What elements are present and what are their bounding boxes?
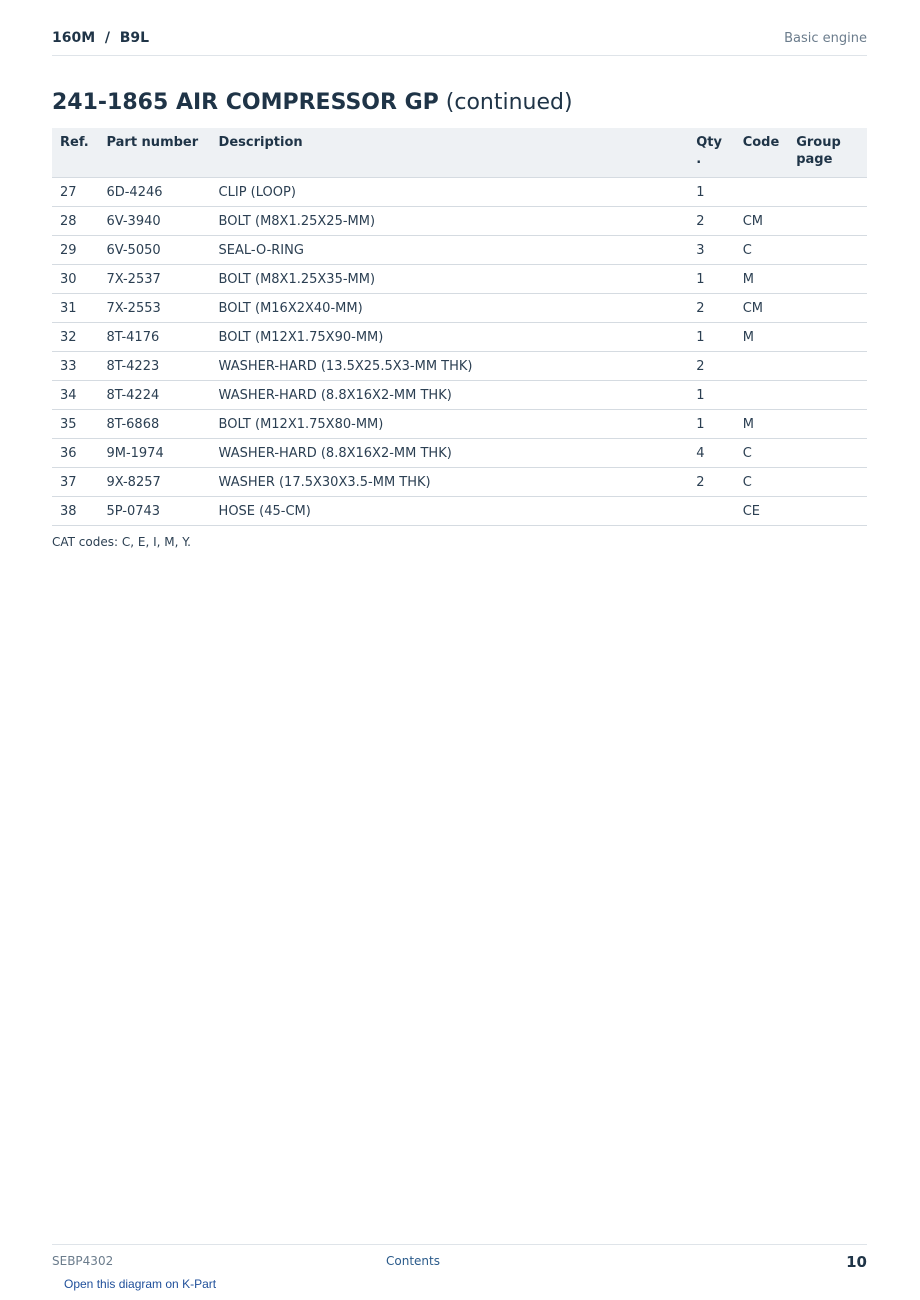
cell-group-page xyxy=(788,236,867,265)
title-suffix: (continued) xyxy=(438,90,573,115)
cell-description: HOSE (45-CM) xyxy=(211,497,689,526)
table-row xyxy=(52,323,867,352)
table-row xyxy=(52,497,867,526)
cell-description: SEAL-O-RING xyxy=(211,236,689,265)
cell-ref: 38 xyxy=(52,497,98,526)
cell-group-page xyxy=(788,178,867,207)
cell-qty: 1 xyxy=(688,323,734,352)
document-id: SEBP4302 xyxy=(52,1254,114,1268)
cell-ref: 37 xyxy=(52,468,98,497)
cell-part-number: 8T-4224 xyxy=(98,381,210,410)
cell-group-page xyxy=(788,410,867,439)
cell-ref: 27 xyxy=(52,178,98,207)
cell-code: M xyxy=(735,323,789,352)
col-header-ref: Ref. xyxy=(52,128,98,178)
cell-ref: 33 xyxy=(52,352,98,381)
part-group-title: 241-1865 AIR COMPRESSOR GP xyxy=(52,90,439,115)
cell-ref: 29 xyxy=(52,236,98,265)
cell-group-page xyxy=(788,497,867,526)
cell-qty: 3 xyxy=(688,236,734,265)
table-row xyxy=(52,352,867,381)
cell-ref: 32 xyxy=(52,323,98,352)
cell-part-number: 9X-8257 xyxy=(98,468,210,497)
cell-group-page xyxy=(788,294,867,323)
page-header xyxy=(52,28,867,56)
cell-ref: 36 xyxy=(52,439,98,468)
table-row xyxy=(52,381,867,410)
model-label: 160M / B9L xyxy=(52,30,150,46)
cell-qty: 1 xyxy=(688,410,734,439)
cell-part-number: 7X-2537 xyxy=(98,265,210,294)
cell-part-number: 5P-0743 xyxy=(98,497,210,526)
cell-part-number: 6V-5050 xyxy=(98,236,210,265)
cell-code: C xyxy=(735,468,789,497)
cell-group-page xyxy=(788,323,867,352)
cell-description: WASHER (17.5X30X3.5-MM THK) xyxy=(211,468,689,497)
cell-description: CLIP (LOOP) xyxy=(211,178,689,207)
cell-ref: 31 xyxy=(52,294,98,323)
cell-group-page xyxy=(788,439,867,468)
cell-part-number: 8T-4223 xyxy=(98,352,210,381)
cell-code xyxy=(735,381,789,410)
table-row xyxy=(52,294,867,323)
cell-description: BOLT (M16X2X40-MM) xyxy=(211,294,689,323)
col-header-code: Code xyxy=(735,128,789,178)
cell-description: WASHER-HARD (8.8X16X2-MM THK) xyxy=(211,381,689,410)
cell-part-number: 7X-2553 xyxy=(98,294,210,323)
cell-part-number: 8T-6868 xyxy=(98,410,210,439)
table-row xyxy=(52,410,867,439)
cell-description: BOLT (M12X1.75X90-MM) xyxy=(211,323,689,352)
cell-part-number: 9M-1974 xyxy=(98,439,210,468)
cell-qty: 1 xyxy=(688,381,734,410)
cell-code: C xyxy=(735,439,789,468)
kpart-link[interactable]: Open this diagram on K-Part xyxy=(64,1277,217,1291)
cell-group-page xyxy=(788,352,867,381)
table-row xyxy=(52,468,867,497)
cell-description: BOLT (M12X1.75X80-MM) xyxy=(211,410,689,439)
cell-qty: 2 xyxy=(688,352,734,381)
cell-description: BOLT (M8X1.25X35-MM) xyxy=(211,265,689,294)
cell-qty: 4 xyxy=(688,439,734,468)
cell-qty xyxy=(688,497,734,526)
cell-description: BOLT (M8X1.25X25-MM) xyxy=(211,207,689,236)
parts-table-body xyxy=(52,178,867,526)
cell-part-number: 6D-4246 xyxy=(98,178,210,207)
cell-ref: 28 xyxy=(52,207,98,236)
cell-qty: 1 xyxy=(688,178,734,207)
table-row xyxy=(52,265,867,294)
cell-part-number: 6V-3940 xyxy=(98,207,210,236)
cell-qty: 2 xyxy=(688,294,734,323)
cell-code xyxy=(735,352,789,381)
contents-link[interactable]: Contents xyxy=(386,1254,440,1268)
cell-group-page xyxy=(788,381,867,410)
cell-code xyxy=(735,178,789,207)
cell-description: WASHER-HARD (13.5X25.5X3-MM THK) xyxy=(211,352,689,381)
cell-qty: 1 xyxy=(688,265,734,294)
cell-group-page xyxy=(788,265,867,294)
cell-code: CM xyxy=(735,207,789,236)
col-header-part-number: Part number xyxy=(98,128,210,178)
table-row xyxy=(52,207,867,236)
cell-group-page xyxy=(788,468,867,497)
cell-code: C xyxy=(735,236,789,265)
cell-code: M xyxy=(735,410,789,439)
cell-ref: 34 xyxy=(52,381,98,410)
table-row xyxy=(52,236,867,265)
cell-code: CM xyxy=(735,294,789,323)
table-row xyxy=(52,439,867,468)
section-label: Basic engine xyxy=(784,31,867,46)
col-header-qty: Qty . xyxy=(688,128,734,178)
col-header-group-page: Group page xyxy=(788,128,867,178)
cell-group-page xyxy=(788,207,867,236)
page-number: 10 xyxy=(846,1253,867,1271)
cell-ref: 35 xyxy=(52,410,98,439)
cell-qty: 2 xyxy=(688,207,734,236)
cell-description: WASHER-HARD (8.8X16X2-MM THK) xyxy=(211,439,689,468)
cell-code: CE xyxy=(735,497,789,526)
table-header-row xyxy=(52,128,867,178)
page-title xyxy=(52,90,573,115)
cell-code: M xyxy=(735,265,789,294)
cell-ref: 30 xyxy=(52,265,98,294)
parts-table xyxy=(52,128,867,526)
cat-codes-note: CAT codes: C, E, I, M, Y. xyxy=(52,535,191,549)
col-header-description: Description xyxy=(211,128,689,178)
cell-qty: 2 xyxy=(688,468,734,497)
table-row xyxy=(52,178,867,207)
cell-part-number: 8T-4176 xyxy=(98,323,210,352)
